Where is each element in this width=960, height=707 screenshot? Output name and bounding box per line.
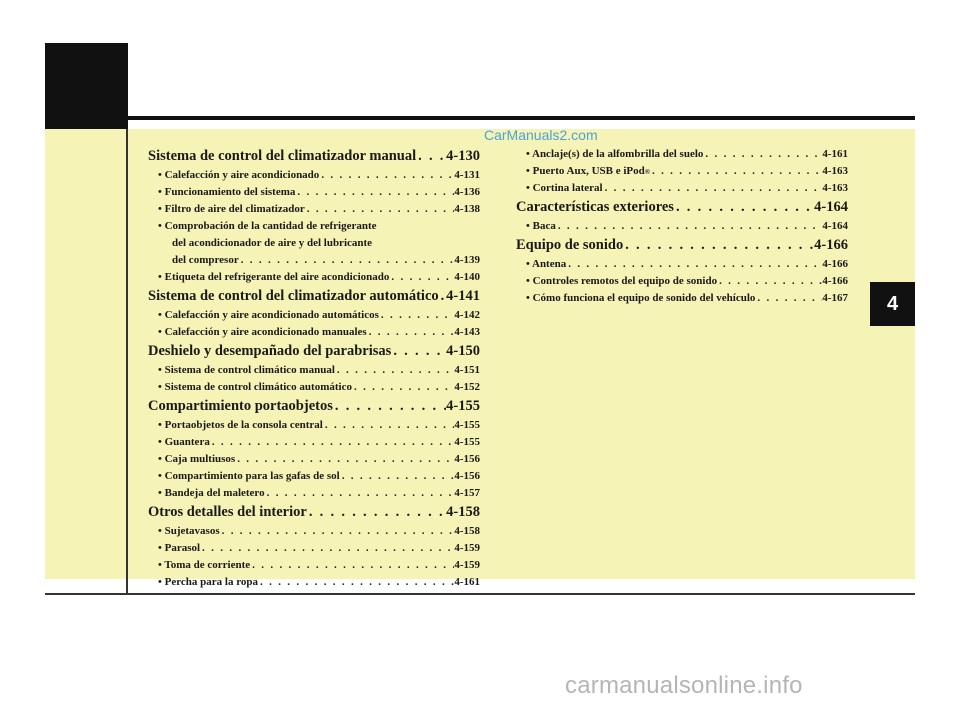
toc-entry[interactable] bbox=[148, 417, 480, 434]
dot-leader bbox=[210, 434, 455, 451]
dot-leader bbox=[295, 184, 454, 201]
toc-page-number: 4-163 bbox=[822, 182, 848, 194]
dot-leader bbox=[220, 523, 455, 540]
toc-entry[interactable] bbox=[148, 379, 480, 396]
toc-page-number: 4-156 bbox=[454, 470, 480, 482]
header-rule bbox=[128, 116, 915, 120]
toc-entry-label: • Guantera bbox=[158, 436, 210, 448]
toc-page-number: 4-166 bbox=[822, 275, 848, 287]
toc-page-number: 4-167 bbox=[822, 292, 848, 304]
toc-entry-label: • Bandeja del maletero bbox=[158, 487, 265, 499]
dot-leader bbox=[352, 379, 454, 396]
dot-leader bbox=[335, 362, 454, 379]
toc-entry[interactable] bbox=[148, 218, 480, 235]
toc-entry[interactable] bbox=[516, 256, 848, 273]
dot-leader bbox=[416, 146, 446, 167]
toc-entry-label: • Sistema de control climático manual bbox=[158, 364, 335, 376]
toc-entry-label: Equipo de sonido bbox=[516, 237, 624, 253]
dot-leader bbox=[755, 290, 822, 307]
toc-page-number: 4-161 bbox=[822, 148, 848, 160]
dot-leader bbox=[265, 485, 455, 502]
toc-page-number: 4-139 bbox=[454, 254, 480, 266]
toc-entry[interactable] bbox=[148, 252, 480, 269]
toc-page-number: 4-150 bbox=[446, 343, 480, 359]
dot-leader bbox=[340, 468, 455, 485]
toc-entry-label: • Cómo funciona el equipo de sonido del vehículo bbox=[526, 292, 756, 304]
toc-left-column bbox=[148, 146, 480, 591]
toc-entry-label: Características exteriores bbox=[516, 199, 674, 215]
toc-entry-label: • Comprobación de la cantidad de refrigerante bbox=[158, 220, 377, 232]
dot-leader bbox=[319, 167, 454, 184]
toc-entry-label: • Controles remotos del equipo de sonido bbox=[526, 275, 718, 287]
toc-entry-label: • Calefacción y aire acondicionado bbox=[158, 169, 320, 181]
toc-entry-label: • Percha para la ropa bbox=[158, 576, 258, 588]
toc-entry-label: • Antena bbox=[526, 258, 567, 270]
toc-page-number: 4-130 bbox=[446, 148, 480, 164]
toc-page-number: 4-138 bbox=[454, 203, 480, 215]
toc-section-heading[interactable] bbox=[148, 146, 480, 167]
toc-section-heading[interactable] bbox=[148, 502, 480, 523]
toc-entry[interactable] bbox=[148, 485, 480, 502]
toc-entry-label: • Caja multiusos bbox=[158, 453, 236, 465]
toc-entry[interactable] bbox=[148, 235, 480, 252]
toc-entry-label: • Portaobjetos de la consola central bbox=[158, 419, 323, 431]
dot-leader bbox=[623, 235, 814, 256]
toc-entry-label: • Etiqueta del refrigerante del aire acondicionado bbox=[158, 271, 390, 283]
toc-entry-label: Sistema de control del climatizador automático bbox=[148, 288, 439, 304]
dot-leader bbox=[556, 218, 823, 235]
toc-page-number: 4-158 bbox=[446, 504, 480, 520]
toc-entry-label: • Calefacción y aire acondicionado automáticos bbox=[158, 309, 379, 321]
toc-page-number: 4-166 bbox=[822, 258, 848, 270]
watermark-top[interactable]: CarManuals2.com bbox=[484, 127, 598, 143]
dot-leader bbox=[367, 324, 455, 341]
toc-entry[interactable] bbox=[148, 324, 480, 341]
toc-entry-label: • Baca bbox=[526, 220, 556, 232]
toc-page-number: 4-155 bbox=[454, 436, 480, 448]
toc-page-number: 4-141 bbox=[446, 288, 480, 304]
dot-leader bbox=[258, 574, 454, 591]
toc-entry[interactable] bbox=[148, 540, 480, 557]
toc-entry[interactable] bbox=[148, 574, 480, 591]
dot-leader bbox=[307, 502, 446, 523]
toc-entry-label: • Filtro de aire del climatizador bbox=[158, 203, 305, 215]
toc-entry[interactable] bbox=[148, 362, 480, 379]
toc-page-number: 4-151 bbox=[454, 364, 480, 376]
toc-page-number: 4-140 bbox=[454, 271, 480, 283]
dot-leader bbox=[391, 341, 446, 362]
registered-mark: ® bbox=[644, 168, 650, 176]
toc-page-number: 4-159 bbox=[454, 559, 480, 571]
toc-entry[interactable] bbox=[148, 468, 480, 485]
footer-rule bbox=[45, 593, 915, 595]
toc-entry[interactable] bbox=[148, 557, 480, 574]
dot-leader bbox=[603, 180, 823, 197]
toc-entry[interactable] bbox=[148, 201, 480, 218]
toc-entry[interactable] bbox=[148, 269, 480, 286]
toc-entry[interactable] bbox=[148, 523, 480, 540]
dot-leader bbox=[333, 396, 446, 417]
toc-entry-label: del acondicionador de aire y del lubricante bbox=[172, 237, 373, 249]
dot-leader bbox=[566, 256, 822, 273]
chapter-tab[interactable]: 4 bbox=[870, 282, 915, 326]
toc-entry-label: • Anclaje(s) de la alfombrilla del suelo bbox=[526, 148, 704, 160]
toc-entry[interactable] bbox=[516, 273, 848, 290]
toc-page-number: 4-155 bbox=[446, 398, 480, 414]
toc-entry[interactable] bbox=[148, 451, 480, 468]
toc-page-number: 4-166 bbox=[814, 237, 848, 253]
toc-entry[interactable] bbox=[516, 290, 848, 307]
toc-entry[interactable] bbox=[148, 434, 480, 451]
toc-entry-label: del compresor bbox=[172, 254, 239, 266]
toc-entry-label: • Parasol bbox=[158, 542, 201, 554]
toc-entry[interactable] bbox=[148, 167, 480, 184]
watermark-bottom[interactable]: carmanualsonline.info bbox=[565, 672, 803, 699]
toc-section-heading[interactable] bbox=[148, 341, 480, 362]
dot-leader bbox=[717, 273, 822, 290]
dot-leader bbox=[250, 557, 454, 574]
dot-leader bbox=[703, 146, 822, 163]
toc-section-heading[interactable] bbox=[516, 235, 848, 256]
dot-leader bbox=[379, 307, 454, 324]
toc-page-number: 4-142 bbox=[454, 309, 480, 321]
toc-entry-label: • Toma de corriente bbox=[158, 559, 251, 571]
toc-entry-label: Compartimiento portaobjetos bbox=[148, 398, 333, 414]
dot-leader bbox=[389, 269, 454, 286]
toc-page-number: 4-161 bbox=[454, 576, 480, 588]
toc-entry[interactable] bbox=[516, 218, 848, 235]
toc-page-number: 4-164 bbox=[814, 199, 848, 215]
toc-page-number: 4-163 bbox=[822, 165, 848, 177]
toc-right-column bbox=[516, 146, 848, 307]
toc-entry[interactable] bbox=[516, 163, 848, 180]
toc-entry[interactable] bbox=[516, 146, 848, 163]
toc-page-number: 4-143 bbox=[454, 326, 480, 338]
toc-section-heading[interactable] bbox=[516, 197, 848, 218]
dot-leader bbox=[323, 417, 454, 434]
toc-page-number: 4-157 bbox=[454, 487, 480, 499]
toc-entry-label: • Funcionamiento del sistema bbox=[158, 186, 296, 198]
toc-entry-label: • Cortina lateral bbox=[526, 182, 603, 194]
toc-entry-label: • Sujetavasos bbox=[158, 525, 220, 537]
dot-leader bbox=[239, 252, 455, 269]
toc-entry-label: • Puerto Aux, USB e iPod bbox=[526, 165, 645, 177]
dot-leader bbox=[650, 163, 822, 180]
toc-page-number: 4-158 bbox=[454, 525, 480, 537]
toc-entry-label: • Calefacción y aire acondicionado manuales bbox=[158, 326, 367, 338]
dot-leader bbox=[439, 286, 447, 307]
chapter-header-block bbox=[45, 43, 128, 132]
toc-page-number: 4-155 bbox=[454, 419, 480, 431]
toc-entry-label: Deshielo y desempañado del parabrisas bbox=[148, 343, 392, 359]
toc-entry[interactable] bbox=[148, 184, 480, 201]
toc-section-heading[interactable] bbox=[148, 396, 480, 417]
toc-section-heading[interactable] bbox=[148, 286, 480, 307]
toc-page-number: 4-164 bbox=[822, 220, 848, 232]
dot-leader bbox=[235, 451, 454, 468]
toc-entry-label: • Compartimiento para las gafas de sol bbox=[158, 470, 340, 482]
dot-leader bbox=[305, 201, 455, 218]
toc-entry[interactable] bbox=[516, 180, 848, 197]
toc-page-number: 4-159 bbox=[454, 542, 480, 554]
toc-page-number: 4-136 bbox=[454, 186, 480, 198]
toc-page-number: 4-156 bbox=[454, 453, 480, 465]
toc-entry-label: Sistema de control del climatizador manual bbox=[148, 148, 417, 164]
sidebar-divider bbox=[126, 129, 128, 595]
dot-leader bbox=[674, 197, 814, 218]
toc-page-number: 4-131 bbox=[454, 169, 480, 181]
toc-entry-label: Otros detalles del interior bbox=[148, 504, 307, 520]
dot-leader bbox=[200, 540, 454, 557]
toc-entry[interactable] bbox=[148, 307, 480, 324]
toc-entry-label: • Sistema de control climático automático bbox=[158, 381, 352, 393]
toc-page-number: 4-152 bbox=[454, 381, 480, 393]
